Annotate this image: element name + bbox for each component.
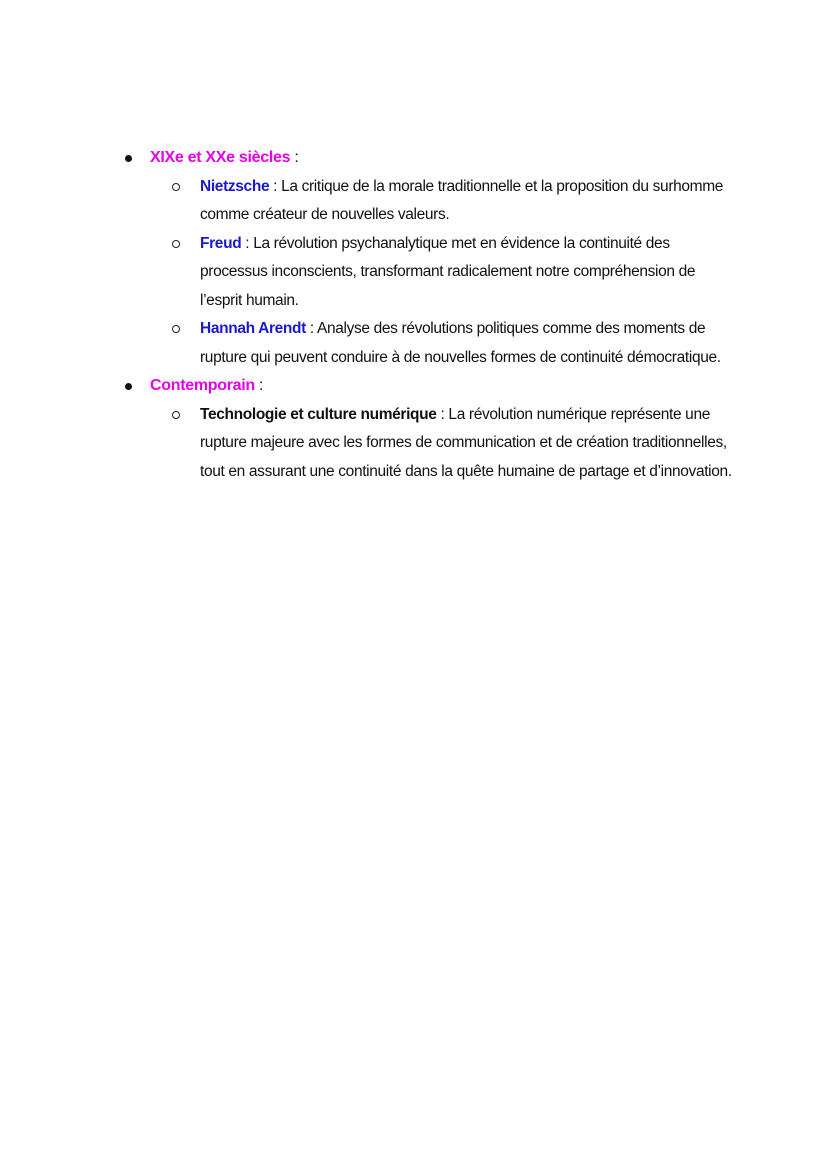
sub-list	[120, 401, 740, 487]
list-item	[120, 315, 740, 372]
item-separator: :	[241, 234, 254, 252]
circle-bullet-icon	[172, 183, 180, 191]
period-separator: :	[254, 377, 264, 394]
item-description: La critique de la morale traditionnelle et la proposition du surhomme comme créateur de nouvelles valeurs.	[200, 177, 724, 223]
author-name: Freud	[200, 234, 242, 252]
circle-bullet-icon	[172, 325, 180, 333]
topic-name: Technologie et culture numérique	[200, 405, 437, 423]
period-separator: :	[290, 149, 299, 166]
period-label: Contemporain	[150, 377, 255, 394]
document-body	[120, 144, 740, 486]
item-separator: :	[269, 177, 282, 195]
bullet-dot-icon	[125, 383, 132, 390]
section-heading	[120, 144, 740, 173]
item-description: La révolution psychanalytique met en évidence la continuité des processus inconscients, transformant radicalement notre compréhension de l’esprit humain.	[200, 234, 696, 309]
list-item	[120, 173, 740, 230]
section-heading	[120, 372, 740, 401]
author-name: Hannah Arendt	[200, 320, 306, 337]
bullet-dot-icon	[125, 155, 132, 162]
sub-list	[120, 173, 740, 373]
list-item	[120, 230, 740, 316]
item-description: Analyse des révolutions politiques comme des moments de rupture qui peuvent conduire à de nouvelles formes de continuité démocratique.	[200, 320, 721, 366]
section-contemporain	[120, 372, 740, 486]
circle-bullet-icon	[172, 411, 180, 419]
section-xix-xx	[120, 144, 740, 372]
author-name: Nietzsche	[200, 177, 270, 195]
item-separator: :	[436, 405, 449, 423]
item-description: La révolution numérique représente une rupture majeure avec les formes de communication et de création traditionnelles, tout en assurant une continuité dans la quête humaine de partage et d’innovation.	[200, 405, 732, 480]
period-label: XIXe et XXe siècles	[150, 149, 291, 166]
item-separator: :	[305, 320, 317, 337]
circle-bullet-icon	[172, 240, 180, 248]
list-item	[120, 401, 740, 487]
